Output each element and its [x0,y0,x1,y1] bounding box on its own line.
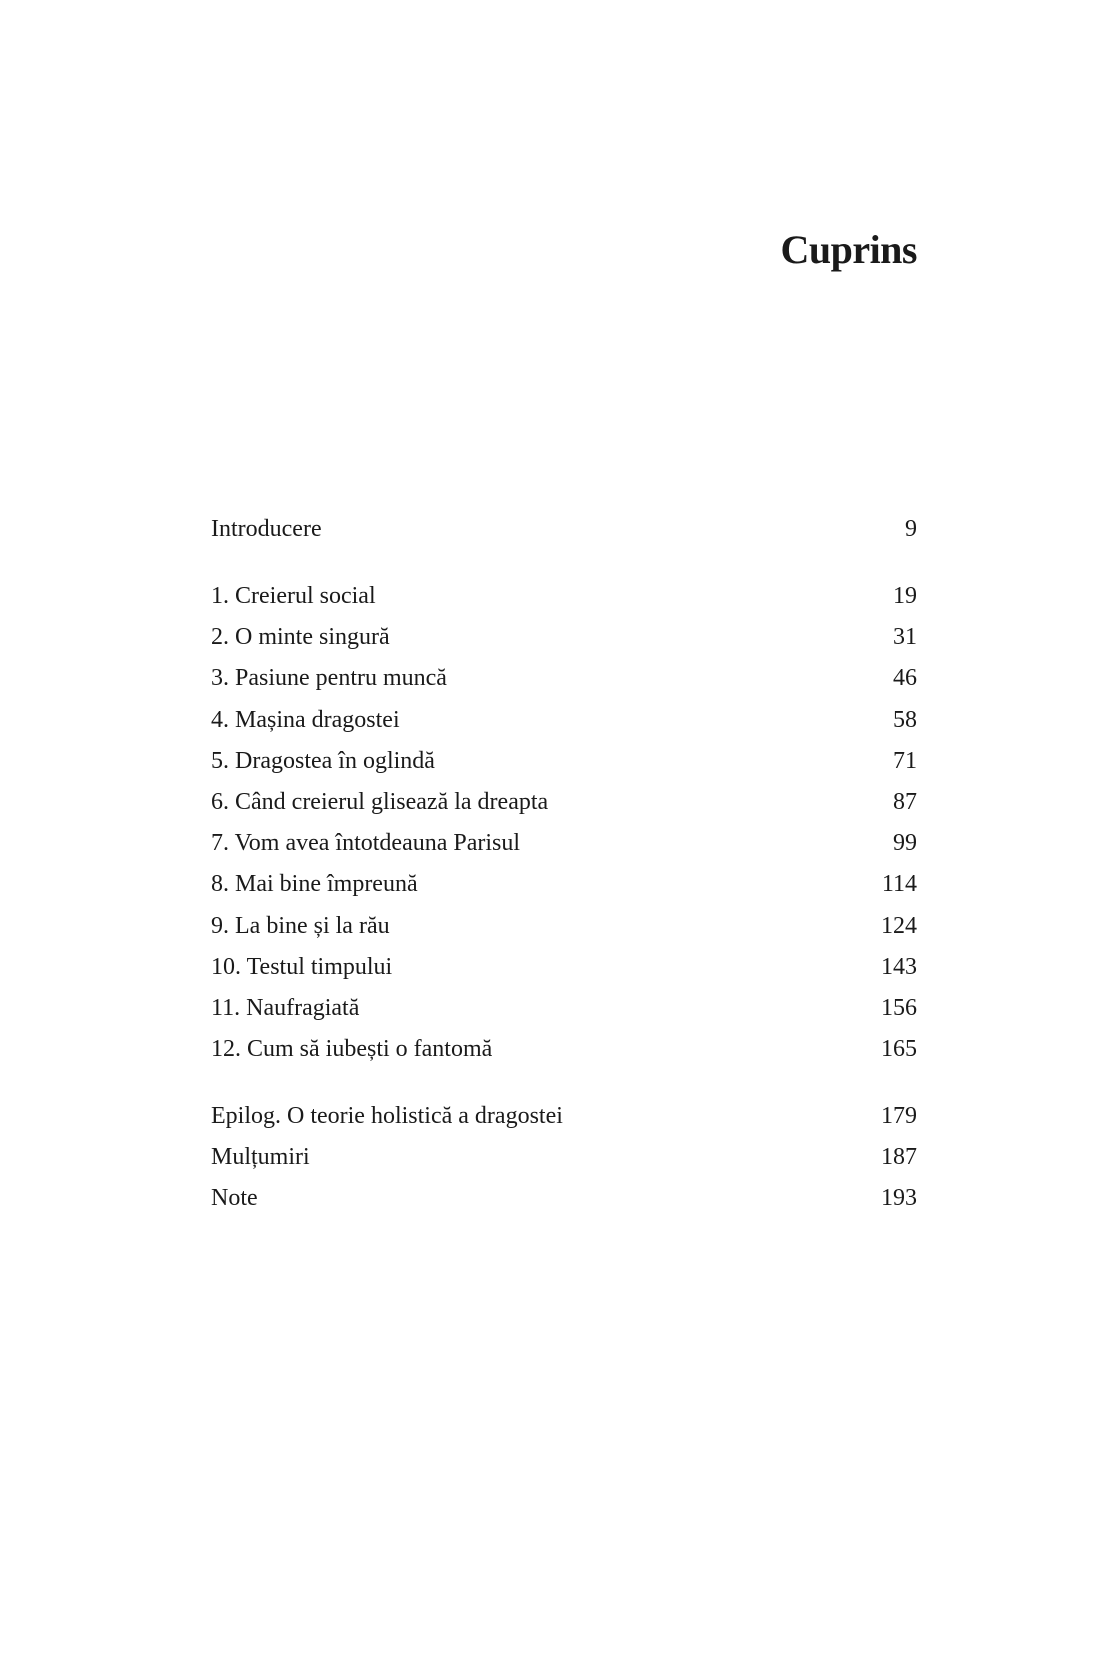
toc-entry-page: 156 [881,994,917,1021]
toc-entry-label: Mulțumiri [211,1144,310,1171]
toc-entry-label: Note [211,1185,258,1212]
toc-entry [211,906,917,947]
toc-entry-label: Epilog. O teorie holistică a dragostei [211,1103,563,1129]
toc-entry [211,1137,917,1178]
toc-entry-page: 58 [893,706,917,733]
toc-entry-label: 5. Dragostea în oglindă [211,747,435,774]
toc-entry-label: Introducere [211,516,322,542]
toc-entry-label: 11. Naufragiată [211,994,360,1021]
toc-entry-page: 71 [893,747,917,774]
toc-chapters-group [211,576,917,1070]
toc-entry-label: 7. Vom avea întotdeauna Parisul [211,830,521,857]
toc-entry-page: 193 [881,1185,917,1212]
toc-entry-page: 143 [881,953,917,980]
toc-entry [211,700,917,741]
toc-entry [211,741,917,782]
toc-entry-label: 1. Creierul social [211,583,376,609]
toc-entry [211,509,917,550]
toc-entry-page: 19 [893,583,917,609]
toc-entry-label: 10. Testul timpului [211,953,393,980]
toc-entry [211,988,917,1029]
toc-entry [211,576,917,617]
toc-entry [211,823,917,864]
toc-back-matter-group [211,1096,917,1220]
toc-entry-page: 179 [881,1103,917,1129]
toc-entry-label: 6. Când creierul glisează la dreapta [211,788,549,815]
toc-entry [211,1096,917,1137]
toc-entry-label: 2. O minte singură [211,624,390,651]
toc-entry-page: 187 [881,1144,917,1171]
toc-entry-page: 46 [893,665,917,692]
toc-entry-page: 31 [893,624,917,651]
toc-entry [211,617,917,658]
toc-entry [211,947,917,988]
toc-entry-label: 3. Pasiune pentru muncă [211,665,447,692]
toc-entry-page: 9 [905,516,917,542]
page-title: Cuprins [780,227,917,272]
toc-entry-label: 8. Mai bine împreună [211,871,418,898]
toc-entry [211,782,917,823]
toc-entry [211,864,917,905]
toc-entry-label: 4. Mașina dragostei [211,706,400,733]
toc-entry-page: 165 [881,1036,917,1063]
toc-entry [211,1178,917,1219]
toc-entry-page: 99 [893,830,917,857]
toc-entry-page: 114 [881,871,917,898]
toc-intro-group [211,509,917,550]
toc-entry [211,658,917,699]
toc-entry-label: 12. Cum să iubești o fantomă [211,1036,493,1063]
toc-entry-page: 87 [893,788,917,815]
toc-entry-page: 124 [881,912,917,939]
toc-entry-label: 9. La bine și la rău [211,912,390,939]
toc-entry [211,1029,917,1070]
